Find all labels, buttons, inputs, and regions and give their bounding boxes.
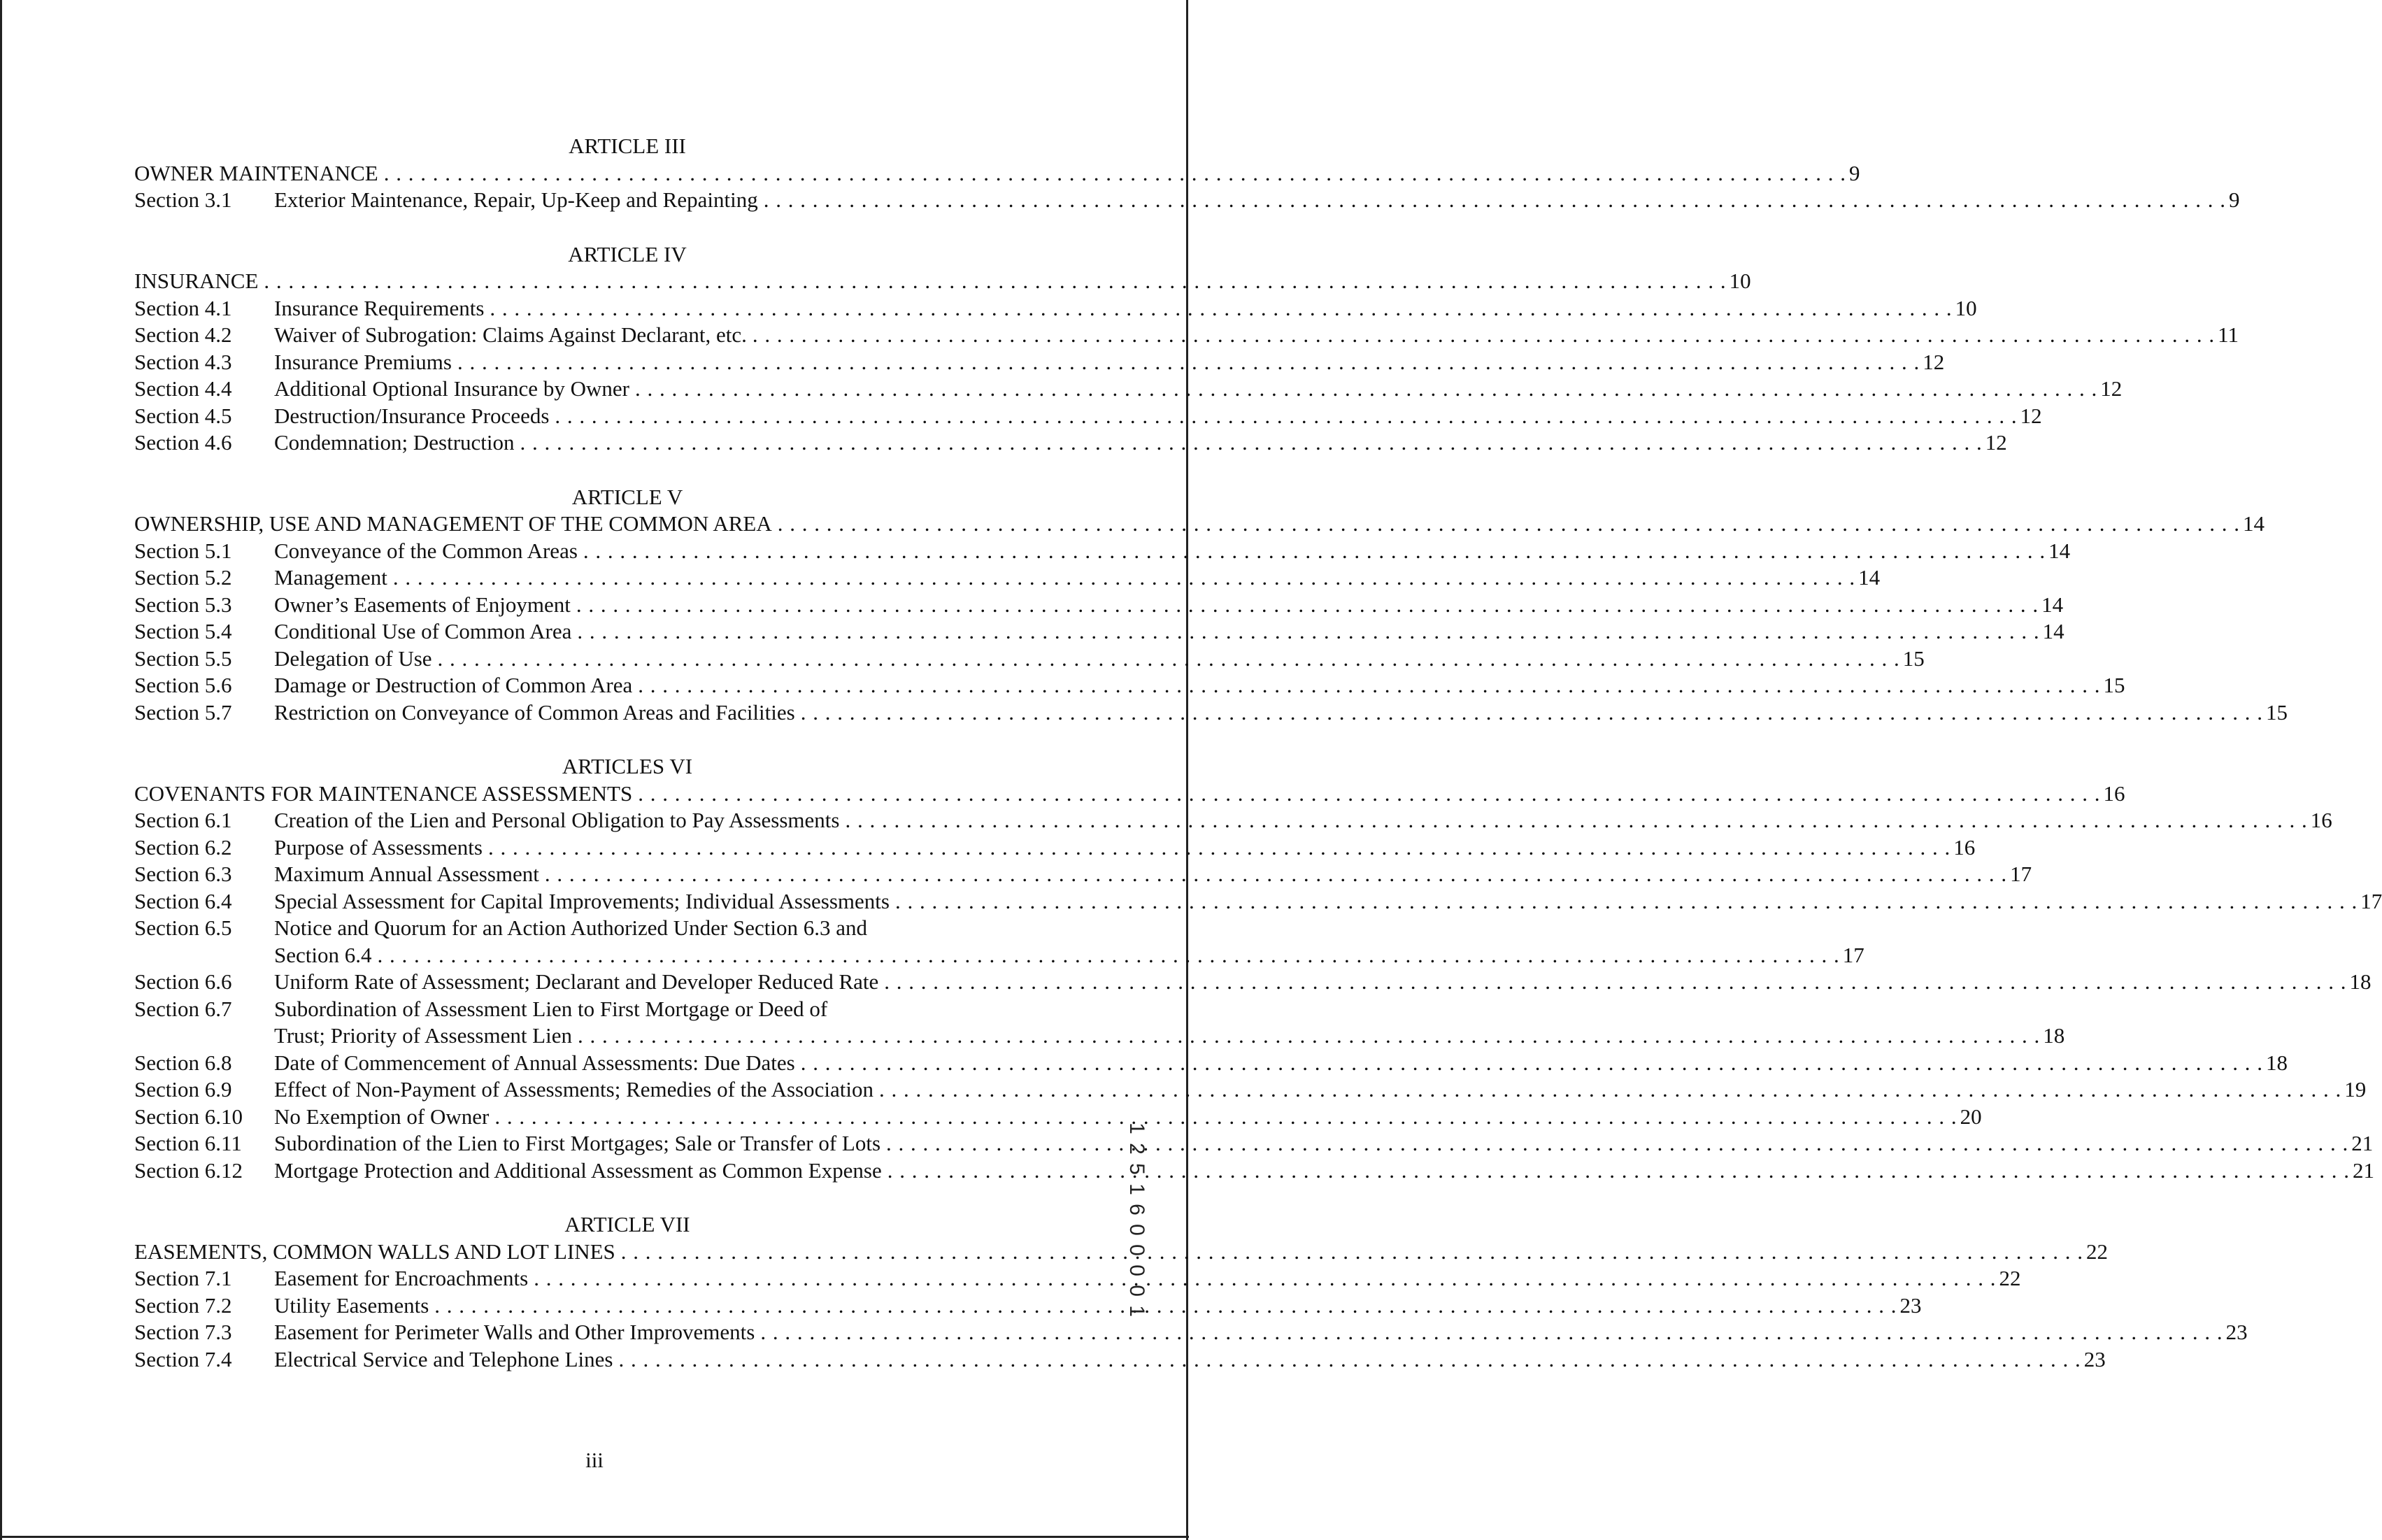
section-number: Section 5.3 [134,592,232,617]
section-number: Section 6.10 [134,1104,243,1129]
toc-entry[interactable] [134,915,977,942]
section-number: Section 6.7 [134,996,232,1021]
page-ref: 14 [2041,592,2064,617]
dot-leader: . . . . . . . . . . . . . . . . . . . . . . . . . . . . . . . . . . . . . . . . . . . . . . . . . . . . . . . . . . . . . . . . . . . . . . . . . . . . . . . . . . . . . . . . . . . . . . . . . . . . . . . . . . . . . . . . . . . . . . . . [800,1050,2263,1075]
dot-leader: . . . . . . . . . . . . . . . . . . . . . . . . . . . . . . . . . . . . . . . . . . . . . . . . . . . . . . . . . . . . . . . . . . . . . . . . . . . . . . . . . . . . . . . . . . . . . . . . . . . . . . . . . . . . . . . . . . . . . . . . [886,1131,2349,1155]
dot-leader: . . . . . . . . . . . . . . . . . . . . . . . . . . . . . . . . . . . . . . . . . . . . . . . . . . . . . . . . . . . . . . . . . . . . . . . . . . . . . . . . . . . . . . . . . . . . . . . . . . . . . . . . . . . . . . . . . . . . . . . . [392,565,1856,590]
section-title: Insurance Requirements [274,295,485,320]
section-number: Section 5.2 [134,565,232,590]
page-ref: 15 [2265,699,2288,725]
dot-leader: . . . . . . . . . . . . . . . . . . . . . . . . . . . . . . . . . . . . . . . . . . . . . . . . . . . . . . . . . . . . . . . . . . . . . . . . . . . . . . . . . . . . . . . . . . . . . . . . . . . . . . . . . . . . . . . . . . . . . . . . [618,1346,2081,1371]
section-title: Electrical Service and Telephone Lines [274,1346,613,1371]
section-number: Section 6.12 [134,1157,243,1183]
scan-edge-left [0,0,2,1540]
toc-entry[interactable] [134,861,2032,888]
dot-leader: . . . . . . . . . . . . . . . . . . . . . . . . . . . . . . . . . . . . . . . . . . . . . . . . . . . . . . . . . . . . . . . . . . . . . . . . . . . . . . . . . . . . . . . . . . . . . . . . . . . . . . . . . . . . . . . . . . . . . . . . [555,403,2018,428]
page-ref: 20 [1960,1104,1982,1129]
toc-entry[interactable] [134,888,2382,915]
toc-entry[interactable] [134,403,2042,430]
toc-entry[interactable] [134,1346,2106,1374]
section-title: Uniform Rate of Assessment; Declarant and Developer Reduced Rate [274,969,879,994]
page-ref: 18 [2043,1023,2065,1048]
page-ref: 9 [1848,160,1860,185]
article-block [134,484,2288,727]
page-ref: 14 [2242,511,2265,536]
section-number: Section 6.2 [134,834,232,860]
dot-leader: . . . . . . . . . . . . . . . . . . . . . . . . . . . . . . . . . . . . . . . . . . . . . . . . . . . . . . . . . . . . . . . . . . . . . . . . . . . . . . . . . . . . . . . . . . . . . . . . . . . . . . . . . . . . . . . . . . . . . . . . [544,862,2008,886]
dot-leader: . . . . . . . . . . . . . . . . . . . . . . . . . . . . . . . . . . . . . . . . . . . . . . . . . . . . . . . . . . . . . . . . . . . . . . . . . . . . . . . . . . . . . . . . . . . . . . . . . . . . . . . . . . . . . . . . . . . . . . . . [457,349,1920,374]
section-title: Additional Optional Insurance by Owner [274,376,629,401]
dot-leader: . . . . . . . . . . . . . . . . . . . . . . . . . . . . . . . . . . . . . . . . . . . . . . . . . . . . . . . . . . . . . . . . . . . . . . . . . . . . . . . . . . . . . . . . . . . . . . . . . . . . . . . . . . . . . . . . . . . . . . . . [777,511,2240,536]
dot-leader: . . . . . . . . . . . . . . . . . . . . . . . . . . . . . . . . . . . . . . . . . . . . . . . . . . . . . . . . . . . . . . . . . . . . . . . . . . . . . . . . . . . . . . . . . . . . . . . . . . . . . . . . . . . . . . . . . . . . . . . . [434,1292,1897,1318]
page-ref: 23 [1899,1292,1922,1318]
section-title: Subordination of Assessment Lien to First Mortgage or Deed of [274,996,828,1021]
section-title: Subordination of the Lien to First Mortgages; Sale or Transfer of Lots [274,1131,881,1155]
section-title: Conveyance of the Common Areas [274,538,578,563]
section-title: Condemnation; Destruction [274,430,515,455]
article-title-row[interactable] [134,160,1860,187]
page-ref: 12 [2020,403,2042,428]
section-number: Section 7.1 [134,1266,232,1290]
toc-entry[interactable] [134,564,1881,592]
section-title: Section 6.4 [274,942,372,967]
toc-entry[interactable] [134,834,1976,862]
page-ref: 14 [2042,619,2064,643]
section-title: Effect of Non-Payment of Assessments; Remedies of the Association [274,1077,873,1101]
article-title-row[interactable] [134,1239,2109,1266]
toc-entry[interactable] [134,322,2239,349]
page-number: iii [585,1448,604,1472]
section-number: Section 4.6 [134,430,232,455]
page-ref: 18 [2265,1050,2288,1075]
page-ref: 16 [2103,780,2125,806]
dot-leader: . . . . . . . . . . . . . . . . . . . . . . . . . . . . . . . . . . . . . . . . . . . . . . . . . . . . . . . . . . . . . . . . . . . . . . . . . . . . . . . . . . . . . . . . . . . . . . . . . . . . . . . . . . . . . . . . . . . . . . . . [634,376,2098,401]
section-title: Special Assessment for Capital Improvements; Individual Assessments [274,888,890,913]
section-title: Destruction/Insurance Proceeds [274,403,550,428]
page-ref: 12 [1985,430,2007,455]
toc-entry[interactable] [134,349,1945,376]
dot-leader: . . . . . . . . . . . . . . . . . . . . . . . . . . . . . . . . . . . . . . . . . . . . . . . . . . . . . . . . . . . . . . . . . . . . . . . . . . . . . . . . . . . . . . . . . . . . . . . . . . . . . . . . . . . . . . . . . . . . . . . . [894,888,2358,913]
dot-leader: . . . . . . . . . . . . . . . . . . . . . . . . . . . . . . . . . . . . . . . . . . . . . . . . . . . . . . . . . . . . . . . . . . . . . . . . . . . . . . . . . . . . . . . . . . . . . . . . . . . . . . . . . . . . . . . . . . . . . . . . [878,1077,2342,1101]
article-title: INSURANCE [134,269,259,293]
section-title: Easement for Perimeter Walls and Other Improvements [274,1320,755,1344]
page-ref: 17 [2360,888,2382,913]
toc-entry[interactable] [134,807,2332,834]
section-number: Section 5.5 [134,646,232,671]
dot-leader: . . . . . . . . . . . . . . . . . . . . . . . . . . . . . . . . . . . . . . . . . . . . . . . . . . . . . . . . . . . . . . . . . . . . . . . . . . . . . . . . . . . . . . . . . . . . . . . . . . . . . . . . . . . . . . . . . . . . . . . . [534,1266,1997,1290]
dot-leader: . . . . . . . . . . . . . . . . . . . . . . . . . . . . . . . . . . . . . . . . . . . . . . . . . . . . . . . . . . . . . . . . . . . . . . . . . . . . . . . . . . . . . . . . . . . . . . . . . . . . . . . . . . . . . . . . . . . . . . . . [264,269,1727,293]
section-number: Section 6.9 [134,1077,232,1101]
toc-entry[interactable] [134,672,2125,699]
page-ref: 22 [1999,1266,2021,1290]
section-number: Section 6.6 [134,969,232,994]
toc-entry[interactable] [134,1050,2288,1077]
toc-entry[interactable] [134,376,2123,403]
scan-edge-bottom [0,1536,1189,1538]
page-ref: 21 [2353,1157,2375,1183]
toc-entry[interactable] [134,699,2288,727]
page-ref: 18 [2349,969,2372,994]
page-ref: 23 [2225,1320,2248,1344]
dot-leader: . . . . . . . . . . . . . . . . . . . . . . . . . . . . . . . . . . . . . . . . . . . . . . . . . . . . . . . . . . . . . . . . . . . . . . . . . . . . . . . . . . . . . . . . . . . . . . . . . . . . . . . . . . . . . . . . . . . . . . . . [638,673,2101,697]
dot-leader: . . . . . . . . . . . . . . . . . . . . . . . . . . . . . . . . . . . . . . . . . . . . . . . . . . . . . . . . . . . . . . . . . . . . . . . . . . . . . . . . . . . . . . . . . . . . . . . . . . . . . . . . . . . . . . . . . . . . . . . . [577,619,2040,643]
article-label: ARTICLE VII [564,1212,690,1236]
dot-leader: . . . . . . . . . . . . . . . . . . . . . . . . . . . . . . . . . . . . . . . . . . . . . . . . . . . . . . . . . . . . . . . . . . . . . . . . . . . . . . . . . . . . . . . . . . . . . . . . . . . . . . . . . . . . . . . . . . . . . . . . [620,1239,2084,1264]
dot-leader: . . . . . . . . . . . . . . . . . . . . . . . . . . . . . . . . . . . . . . . . . . . . . . . . . . . . . . . . . . . . . . . . . . . . . . . . . . . . . . . . . . . . . . . . . . . . . . . . . . . . . . . . . . . . . . . . . . . . . . . . [576,592,2039,617]
page-ref: 23 [2083,1346,2106,1371]
section-number: Section 4.3 [134,349,232,374]
dot-leader: . . . . . . . . . . . . . . . . . . . . . . . . . . . . . . . . . . . . . . . . . . . . . . . . . . . . . . . . . . . . . . . . . . . . . . . . . . . . . . . . . . . . . . . . . . . . . . . . . . . . . . . . . . . . . . . . . . . . . . . . [845,808,2308,832]
dot-leader: . . . . . . . . . . . . . . . . . . . . . . . . . . . . . . . . . . . . . . . . . . . . . . . . . . . . . . . . . . . . . . . . . . . . . . . . . . . . . . . . . . . . . . . . . . . . . . . . . . . . . . . . . . . . . . . . . . . . . . . . [490,295,1953,320]
section-number: Section 5.4 [134,619,232,643]
article-label: ARTICLE IV [568,241,687,266]
dot-leader: . . . . . . . . . . . . . . . . . . . . . . . . . . . . . . . . . . . . . . . . . . . . . . . . . . . . . . . . . . . . . . . . . . . . . . . . . . . . . . . . . . . . . . . . . . . . . . . . . . . . . . . . . . . . . . . . . . . . . . . . [800,699,2263,725]
dot-leader: . . . . . . . . . . . . . . . . . . . . . . . . . . . . . . . . . . . . . . . . . . . . . . . . . . . . . . . . . . . . . . . . . . . . . . . . . . . . . . . . . . . . . . . . . . . . . . . . . . . . . . . . . . . . . . . . . . . . . . . . [520,430,1983,455]
article-title: OWNER MAINTENANCE [134,160,378,185]
dot-leader: . . . . . . . . . . . . . . . . . . . . . . . . . . . . . . . . . . . . . . . . . . . . . . . . . . . . . . . . . . . . . . . . . . . . . . . . . . . . . . . . . . . . . . . . . . . . . . . . . . . . . . . . . . . . . . . . . . . . . . . . [884,969,2347,994]
section-title: Exterior Maintenance, Repair, Up-Keep and Repainting [274,187,758,212]
page-ref: 22 [2086,1239,2109,1264]
dot-leader: . . . . . . . . . . . . . . . . . . . . . . . . . . . . . . . . . . . . . . . . . . . . . . . . . . . . . . . . . . . . . . . . . . . . . . . . . . . . . . . . . . . . . . . . . . . . . . . . . . . . . . . . . . . . . . . . . . . . . . . . [763,187,2226,212]
page-ref: 16 [2310,808,2332,832]
dot-leader: . . . . . . . . . . . . . . . . . . . . . . . . . . . . . . . . . . . . . . . . . . . . . . . . . . . . . . . . . . . . . . . . . . . . . . . . . . . . . . . . . . . . . . . . . . . . . . . . . . . . . . . . . . . . . . . . . . . . . . . . [494,1104,1957,1129]
dot-leader: . . . . . . . . . . . . . . . . . . . . . . . . . . . . . . . . . . . . . . . . . . . . . . . . . . . . . . . . . . . . . . . . . . . . . . . . . . . . . . . . . . . . . . . . . . . . . . . . . . . . . . . . . . . . . . . . . . . . . . . . [638,780,2101,806]
section-number: Section 7.3 [134,1320,232,1344]
toc-entry-continuation[interactable] [134,1022,2065,1050]
section-title: Mortgage Protection and Additional Assessment as Common Expense [274,1157,882,1183]
section-title: Purpose of Assessments [274,834,483,860]
dot-leader: . . . . . . . . . . . . . . . . . . . . . . . . . . . . . . . . . . . . . . . . . . . . . . . . . . . . . . . . . . . . . . . . . . . . . . . . . . . . . . . . . . . . . . . . . . . . . . . . . . . . . . . . . . . . . . . . . . . . . . . . [383,160,1846,185]
toc-entry[interactable] [134,187,2240,214]
section-title: Easement for Encroachments [274,1266,529,1290]
article-title: COVENANTS FOR MAINTENANCE ASSESSMENTS [134,780,633,806]
section-title: Damage or Destruction of Common Area [274,673,633,697]
toc-entry[interactable] [134,592,2064,619]
toc-entry[interactable] [134,1265,2021,1292]
toc-entry[interactable] [134,1292,1922,1320]
article-title-row[interactable] [134,780,2125,808]
toc-entry[interactable] [134,618,2064,646]
section-title: Conditional Use of Common Area [274,619,572,643]
article-label: ARTICLES VI [562,754,693,778]
dot-leader: . . . . . . . . . . . . . . . . . . . . . . . . . . . . . . . . . . . . . . . . . . . . . . . . . . . . . . . . . . . . . . . . . . . . . . . . . . . . . . . . . . . . . . . . . . . . . . . . . . . . . . . . . . . . . . . . . . . . . . . . [752,322,2216,347]
section-number: Section 5.6 [134,673,232,697]
section-number: Section 5.1 [134,538,232,563]
dot-leader: . . . . . . . . . . . . . . . . . . . . . . . . . . . . . . . . . . . . . . . . . . . . . . . . . . . . . . . . . . . . . . . . . . . . . . . . . . . . . . . . . . . . . . . . . . . . . . . . . . . . . . . . . . . . . . . . . . . . . . . . [887,1157,2351,1183]
section-title: Maximum Annual Assessment [274,862,539,886]
page-ref: 15 [1902,646,1925,671]
toc-entry-continuation[interactable] [134,942,1864,969]
toc-entry[interactable] [134,1104,1982,1131]
section-title: No Exemption of Owner [274,1104,490,1129]
page-ref: 17 [1842,942,1864,967]
article-title-row[interactable] [134,511,2265,538]
section-title: Utility Easements [274,1292,429,1318]
section-title: Insurance Premiums [274,349,452,374]
dot-leader: . . . . . . . . . . . . . . . . . . . . . . . . . . . . . . . . . . . . . . . . . . . . . . . . . . . . . . . . . . . . . . . . . . . . . . . . . . . . . . . . . . . . . . . . . . . . . . . . . . . . . . . . . . . . . . . . . . . . . . . . [583,538,2046,563]
toc-entry[interactable] [134,1130,2374,1157]
section-title: Restriction on Conveyance of Common Areas and Facilities [274,699,795,725]
page-ref: 14 [2048,538,2071,563]
page-ref: 19 [2344,1077,2367,1101]
toc-entry[interactable] [134,969,2372,996]
toc-entry[interactable] [134,1319,2248,1346]
dot-leader: . . . . . . . . . . . . . . . . . . . . . . . . . . . . . . . . . . . . . . . . . . . . . . . . . . . . . . . . . . . . . . . . . . . . . . . . . . . . . . . . . . . . . . . . . . . . . . . . . . . . . . . . . . . . . . . . . . . . . . . . [377,942,1840,967]
page-ref: 14 [1858,565,1881,590]
section-title: Trust; Priority of Assessment Lien [274,1023,572,1048]
toc-entry[interactable] [134,295,1977,322]
toc-entry[interactable] [134,646,1925,673]
page-ref: 15 [2103,673,2125,697]
article-title-row[interactable] [134,268,1751,295]
page-ref: 11 [2218,322,2239,347]
dot-leader: . . . . . . . . . . . . . . . . . . . . . . . . . . . . . . . . . . . . . . . . . . . . . . . . . . . . . . . . . . . . . . . . . . . . . . . . . . . . . . . . . . . . . . . . . . . . . . . . . . . . . . . . . . . . . . . . . . . . . . . . [760,1320,2223,1344]
section-title: Owner’s Easements of Enjoyment [274,592,571,617]
section-title: Creation of the Lien and Personal Obligation to Pay Assessments [274,808,840,832]
page-ref: 12 [1923,349,1945,374]
article-block [134,753,2382,1184]
section-number: Section 6.4 [134,888,232,913]
toc-entry[interactable] [134,1076,2367,1104]
side-stamp [1122,1122,1150,1318]
section-number: Section 6.3 [134,862,232,886]
section-title: Delegation of Use [274,646,432,671]
section-title: Waiver of Subrogation: Claims Against Declarant, etc. [274,322,747,347]
section-number: Section 7.4 [134,1346,232,1371]
toc-entry[interactable] [134,429,2007,457]
section-number: Section 6.11 [134,1131,242,1155]
toc-entry[interactable] [134,1157,2375,1185]
section-number: Section 4.2 [134,322,232,347]
article-label: ARTICLE V [571,484,683,509]
section-number: Section 3.1 [134,187,232,212]
page-ref: 17 [2010,862,2032,886]
section-number: Section 4.1 [134,295,232,320]
page-ref: 10 [1729,269,1751,293]
side-stamp-text: 1 2 5 1 6 0 0 0 0 1 [1125,1122,1148,1318]
page-ref: 21 [2351,1131,2374,1155]
section-number: Section 6.8 [134,1050,232,1075]
section-title: Notice and Quorum for an Action Authorized Under Section 6.3 and [274,915,867,940]
toc-entry[interactable] [134,538,2071,565]
dot-leader: . . . . . . . . . . . . . . . . . . . . . . . . . . . . . . . . . . . . . . . . . . . . . . . . . . . . . . . . . . . . . . . . . . . . . . . . . . . . . . . . . . . . . . . . . . . . . . . . . . . . . . . . . . . . . . . . . . . . . . . . [487,834,1951,860]
page-ref: 9 [2228,187,2240,212]
article-block [134,241,2239,457]
section-number: Section 4.5 [134,403,232,428]
dot-leader: . . . . . . . . . . . . . . . . . . . . . . . . . . . . . . . . . . . . . . . . . . . . . . . . . . . . . . . . . . . . . . . . . . . . . . . . . . . . . . . . . . . . . . . . . . . . . . . . . . . . . . . . . . . . . . . . . . . . . . . . [437,646,1900,671]
article-label: ARTICLE III [569,134,686,158]
page-ref: 12 [2100,376,2123,401]
section-number: Section 5.7 [134,699,232,725]
section-number: Section 4.4 [134,376,232,401]
dot-leader: . . . . . . . . . . . . . . . . . . . . . . . . . . . . . . . . . . . . . . . . . . . . . . . . . . . . . . . . . . . . . . . . . . . . . . . . . . . . . . . . . . . . . . . . . . . . . . . . . . . . . . . . . . . . . . . . . . . . . . . . [578,1023,2041,1048]
article-title: OWNERSHIP, USE AND MANAGEMENT OF THE COMMON AREA [134,511,772,536]
toc-entry[interactable] [134,996,977,1023]
article-title: EASEMENTS, COMMON WALLS AND LOT LINES [134,1239,615,1264]
section-number: Section 6.5 [134,915,232,940]
page-ref: 16 [1953,834,1976,860]
section-number: Section 7.2 [134,1292,232,1318]
page-ref: 10 [1955,295,1977,320]
section-number: Section 6.1 [134,808,232,832]
article-block [134,133,2240,214]
section-title: Date of Commencement of Annual Assessments: Due Dates [274,1050,795,1075]
section-title: Management [274,565,387,590]
